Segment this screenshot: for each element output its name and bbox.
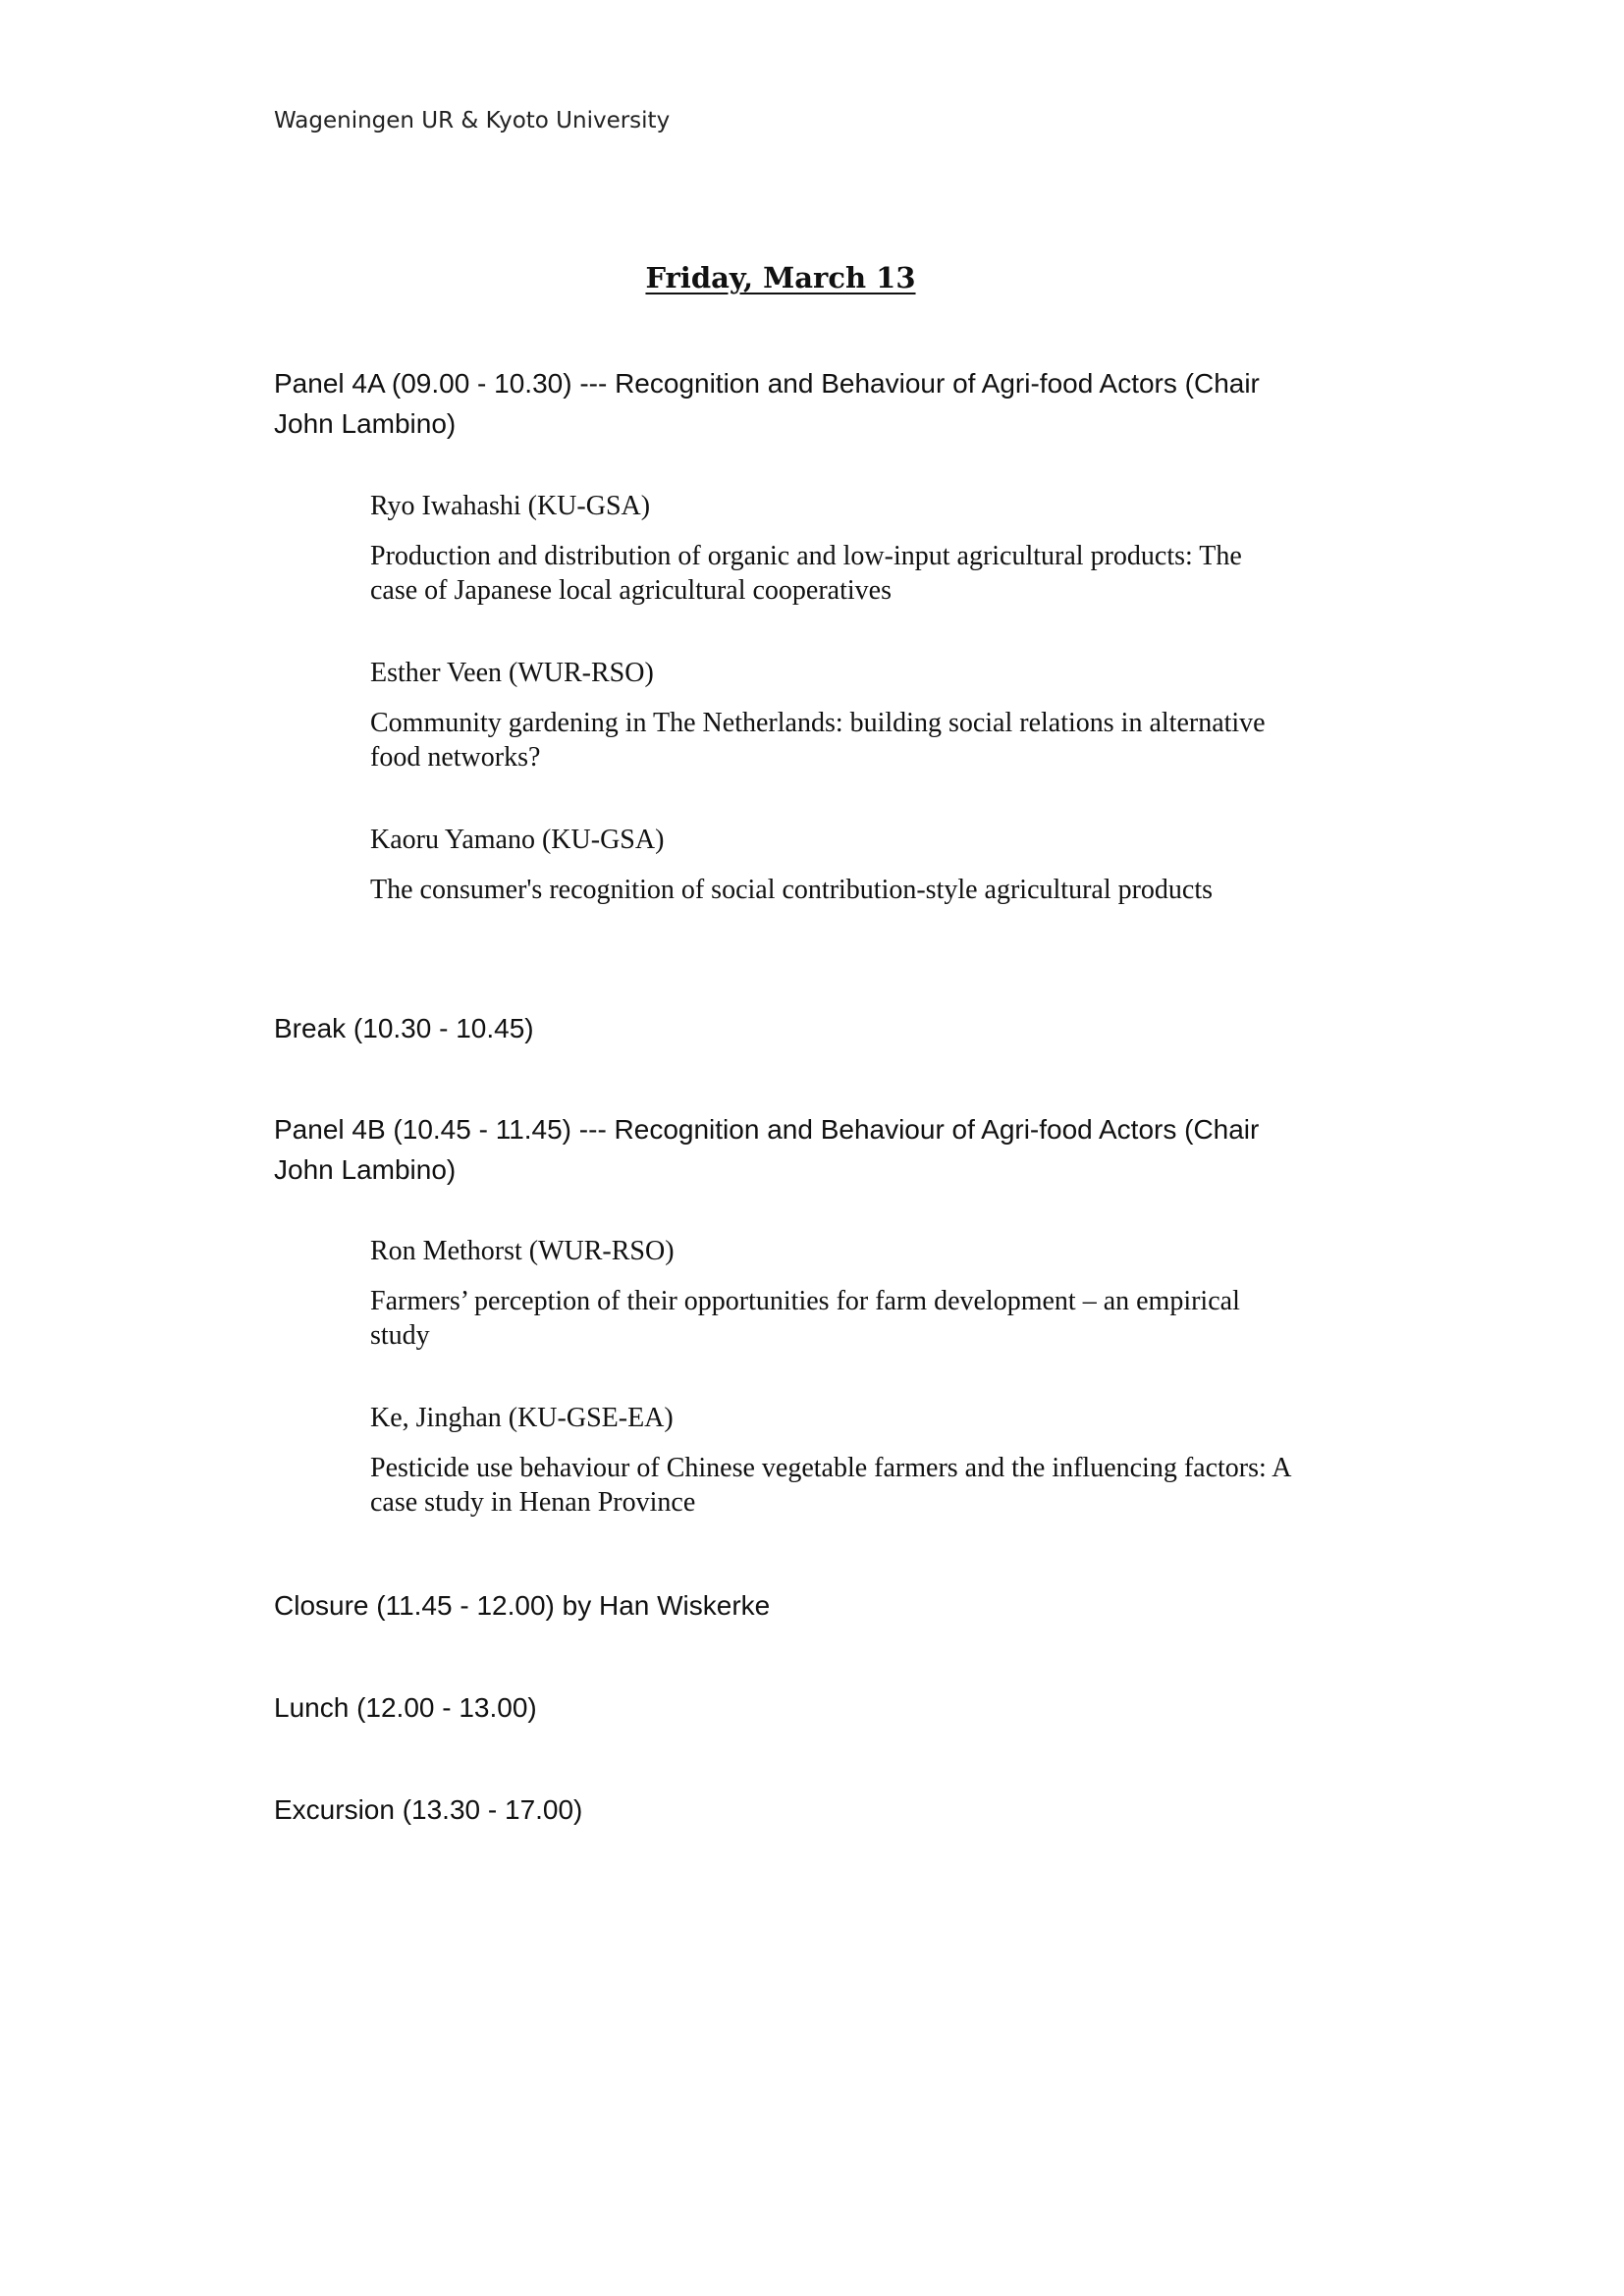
talk-item [370, 824, 1293, 907]
talk-title: Farmers’ perception of their opportunities for farm development – an empirical study [370, 1286, 1240, 1351]
talk-title: The consumer's recognition of social contribution-style agricultural products [370, 875, 1214, 905]
talk-title: Community gardening in The Netherlands: building social relations in alternative food networks? [370, 708, 1266, 773]
talk-item [370, 1235, 1293, 1353]
talk-speaker: Kaoru Yamano (KU-GSA) [370, 825, 665, 855]
talk-item [370, 657, 1293, 774]
excursion-item: Excursion (13.30 - 17.00) [274, 1794, 583, 1825]
talk-item [370, 490, 1293, 608]
talk-speaker: Esther Veen (WUR-RSO) [370, 658, 654, 688]
panel-4a-heading: Panel 4A (09.00 - 10.30) --- Recognition and Behaviour of Agri-food Actors (Chair John Lambino) [274, 368, 1260, 439]
page-title: Friday, March 13 [645, 261, 916, 294]
talk-speaker: Ke, Jinghan (KU-GSE-EA) [370, 1403, 674, 1433]
talk-speaker: Ryo Iwahashi (KU-GSA) [370, 491, 651, 521]
talk-item [370, 1402, 1293, 1520]
closure-item: Closure (11.45 - 12.00) by Han Wiskerke [274, 1590, 771, 1621]
talk-speaker: Ron Methorst (WUR-RSO) [370, 1236, 675, 1266]
talk-title: Production and distribution of organic and low-input agricultural products: The case of Japanese local agricultural cooperatives [370, 541, 1242, 606]
page-header: Wageningen UR & Kyoto University [274, 108, 671, 133]
lunch-item: Lunch (12.00 - 13.00) [274, 1692, 537, 1723]
panel-4b-heading: Panel 4B (10.45 - 11.45) --- Recognition and Behaviour of Agri-food Actors (Chair John Lambino) [274, 1114, 1260, 1185]
break-item: Break (10.30 - 10.45) [274, 1013, 534, 1043]
talk-title: Pesticide use behaviour of Chinese vegetable farmers and the influencing factors: A case study in Henan Province [370, 1453, 1290, 1518]
